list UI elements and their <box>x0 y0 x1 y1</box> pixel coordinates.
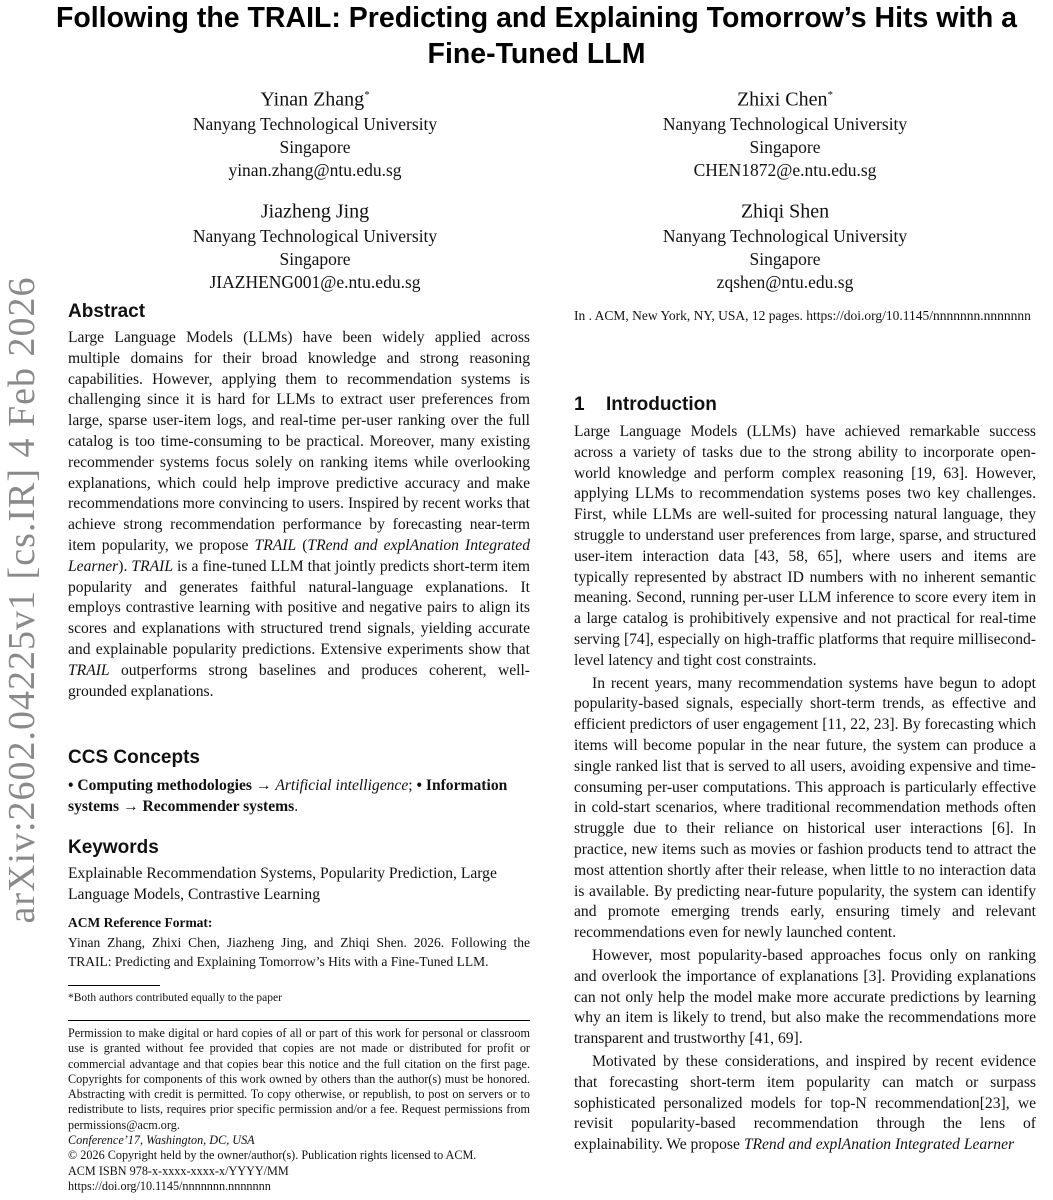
author-country: Singapore <box>279 248 351 269</box>
intro-paragraph-3: However, most popularity-based approaches focus only on ranking and overlook the importance of explanations [3]. Providing explanations can not only help the model make more accurate predictions by learning why an item is likely to trend, but also make the recommendations more transparent and trustworthy [41, 69]. <box>574 946 1036 1048</box>
author-email[interactable]: zqshen@ntu.edu.sg <box>716 271 854 292</box>
author-block <box>610 82 960 182</box>
author-block <box>150 82 480 182</box>
introduction-section <box>574 394 1036 1156</box>
conference-line: Conference’17, Washington, DC, USA <box>68 1133 255 1148</box>
author-email[interactable]: JIAZHENG001@e.ntu.edu.sg <box>209 271 421 292</box>
acm-reference-heading: ACM Reference Format: <box>68 915 213 930</box>
intro-paragraph-4: Motivated by these considerations, and inspired by recent evidence that forecasting short-term item popularity can match or surpass sophisticated personalized models for top-N recommendation[23], we revisit popularity-based recommendation through the lens of explainability. We propose TRend and explAnation Integrated Learner <box>574 1052 1036 1154</box>
ccs-text: • Computing methodologies → Artificial intelligence; • Information systems → Recommender systems. <box>68 777 508 815</box>
author-country: Singapore <box>749 136 821 157</box>
reference-line <box>574 306 1036 325</box>
author-name: Jiazheng Jing <box>260 200 370 223</box>
intro-paragraph-2: In recent years, many recommendation systems have begun to adopt popularity-based signals, especially short-term trends, as effective and efficient predictors of user engagement [11, 22, 23]. By forecasting which items will become popular in the near future, the system can produce a single ranked list that is served to all users, avoiding expensive and time-consuming per-user computations. This approach is particularly effective in cold-start scenarios, where traditional recommendation methods often struggle due to their reliance on historical user interactions [6]. In practice, new items such as movies or fashion products tend to attract the most attention shortly after their release, when little to no interaction data is available. By predicting near-future popularity, the system can identify and promote emerging trends early, ensuring timely and relevant recommendations even for newly launched content. <box>574 674 1036 942</box>
author-country: Singapore <box>749 248 821 269</box>
author-email[interactable]: yinan.zhang@ntu.edu.sg <box>228 159 402 180</box>
paper-title: Following the TRAIL: Predicting and Explaining Tomorrow’s Hits with a Fine-Tuned LLM <box>55 2 1018 70</box>
acm-reference <box>68 914 530 971</box>
ccs-section <box>68 746 530 818</box>
author-affiliation: Nanyang Technological University <box>192 113 438 134</box>
acm-reference-text: Yinan Zhang, Zhixi Chen, Jiazheng Jing, and Zhiqi Shen. 2026. Following the TRAIL: Predicting and Explaining Tomorrow’s Hits with a Fine-Tuned LLM. <box>68 935 530 969</box>
author-block <box>610 194 960 294</box>
author-affiliation: Nanyang Technological University <box>662 113 908 134</box>
author-affiliation: Nanyang Technological University <box>662 225 908 246</box>
copyright-line: © 2026 Copyright held by the owner/author(s). Publication rights licensed to ACM. <box>68 1148 477 1163</box>
doi-line[interactable]: https://doi.org/10.1145/nnnnnnn.nnnnnnn <box>68 1178 271 1193</box>
footnote: *Both authors contributed equally to the paper <box>68 992 282 1004</box>
footnote-rule <box>68 985 160 986</box>
permission-text: Permission to make digital or hard copies of all or part of this work for personal or classroom use is granted without fee provided that copies are not made or distributed for profit or commercial advantage and that copies bear this notice and the full citation on the first page. Copyrights for components of this work owned by others than the author(s) must be honored. Abstracting with credit is permitted. To copy otherwise, or republish, to post on servers or to redistribute to lists, requires prior specific permission and/or a fee. Request permissions from permissions@acm.org. <box>68 1026 530 1132</box>
permission-block <box>68 1026 530 1194</box>
author-name: Zhixi Chen* <box>736 88 834 111</box>
abstract-text: Large Language Models (LLMs) have been widely applied across multiple domains for their broad knowledge and strong reasoning capabilities. However, applying them to recommendation systems is challenging since it is hard for LLMs to extract user preferences from large, sparse user-item logs, and real-time per-user ranking over the full catalog is too time-consuming to be practical. Moreover, many existing recommender systems focus solely on ranking items while overlooking explanations, which could help improve predictive accuracy and make recommendations more convincing to users. Inspired by recent works that achieve strong recommendation performance by forecasting near-term item popularity, we propose TRAIL (TRend and explAnation Integrated Learner). TRAIL is a fine-tuned LLM that jointly predicts short-term item popularity and generates faithful natural-language explanations. It employs contrastive learning with positive and negative pairs to align its scores and explanations with structured trend signals, yielding accurate and explainable popularity predictions. Extensive experiments show that TRAIL outperforms strong baselines and produces coherent, well-grounded explanations. <box>68 329 531 700</box>
author-name: Zhiqi Shen <box>740 200 830 223</box>
author-name: Yinan Zhang* <box>260 88 370 111</box>
keywords-text: Explainable Recommendation Systems, Popularity Prediction, Large Language Models, Contrastive Learning <box>68 865 497 903</box>
arxiv-stamp <box>0 0 44 1200</box>
author-email[interactable]: CHEN1872@e.ntu.edu.sg <box>693 159 877 180</box>
isbn-line: ACM ISBN 978-x-xxxx-xxxx-x/YYYY/MM <box>68 1163 289 1178</box>
author-country: Singapore <box>279 136 351 157</box>
reference-line-text: In . ACM, New York, NY, USA, 12 pages. https://doi.org/10.1145/nnnnnnn.nnnnnnn <box>574 308 1031 323</box>
author-block <box>150 194 480 294</box>
arxiv-id: arXiv:2602.04225v1 [cs.IR] 4 Feb 2026 <box>1 276 43 924</box>
abstract-section <box>68 300 530 702</box>
keywords-section <box>68 836 530 906</box>
author-affiliation: Nanyang Technological University <box>192 225 438 246</box>
keywords-heading: Keywords <box>68 837 159 858</box>
ccs-heading: CCS Concepts <box>68 747 200 768</box>
introduction-heading: 1 Introduction <box>574 394 717 415</box>
abstract-heading: Abstract <box>68 301 146 322</box>
intro-paragraph-1: Large Language Models (LLMs) have achieved remarkable success across a variety of tasks due to the strong ability to incorporate open-world knowledge and perform complex reasoning [19, 63]. However, applying LLMs to recommendation systems poses two key challenges. First, while LLMs are well-suited for processing natural language, they struggle to understand user preferences from large, sparse, and structured user-item interaction data [43, 58, 65], where users and items are typically represented by abstract ID numbers with no inherent semantic meaning. Second, running per-user LLM inference to score every item in a large catalog is prohibitively expensive and not practical for real-time serving [74], especially on high-traffic platforms that require millisecond-level latency and tight cost constraints. <box>574 423 1036 669</box>
permission-rule <box>68 1020 530 1021</box>
